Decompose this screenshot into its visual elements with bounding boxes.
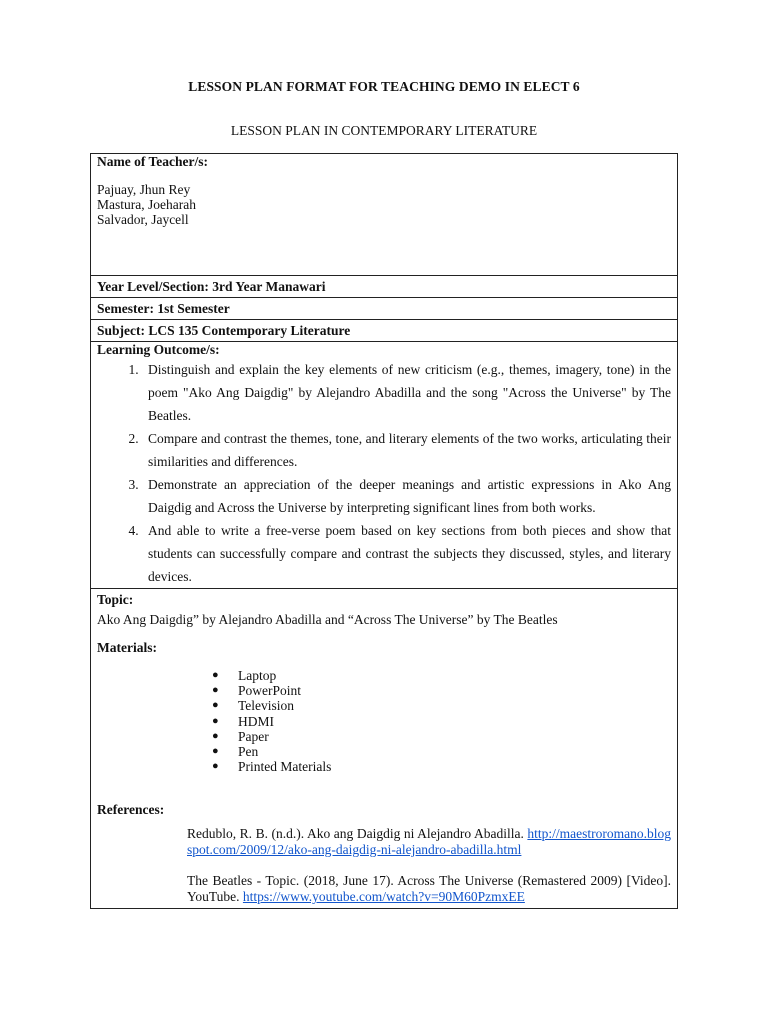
learning-outcome-item: 3. Demonstrate an appreciation of the deeper meanings and artistic expressions in Ako Ang Daigdig and Across the Universe by interpreting significant lines from both works. bbox=[142, 473, 671, 519]
reference-link[interactable]: https://www.youtube.com/watch?v=90M60PzmxEE bbox=[242, 888, 525, 904]
material-item: ● PowerPoint bbox=[212, 683, 671, 698]
learning-outcomes-list bbox=[97, 358, 671, 588]
reference-item bbox=[187, 873, 671, 904]
materials-list bbox=[97, 668, 671, 774]
teacher-row bbox=[91, 154, 678, 276]
material-item: ● Pen bbox=[212, 744, 671, 759]
material-item: ● HDMI bbox=[212, 714, 671, 729]
document-title: LESSON PLAN FORMAT FOR TEACHING DEMO IN ELECT 6 bbox=[188, 79, 580, 94]
topic-materials-row bbox=[91, 589, 678, 909]
learning-outcome-item: 1. Distinguish and explain the key elements of new criticism (e.g., themes, imagery, tone) in the poem "Ako Ang Daigdig" by Alejandro Abadilla and the song "Across the Universe" by The Beatles. bbox=[142, 358, 671, 427]
material-item: ● Paper bbox=[212, 729, 671, 744]
references-label: References: bbox=[97, 802, 165, 818]
teacher-name: Salvador, Jaycell bbox=[97, 212, 189, 227]
lesson-plan-table bbox=[90, 153, 678, 909]
material-item: ● Printed Materials bbox=[212, 759, 671, 774]
learning-outcome-item: 4. And able to write a free-verse poem based on key sections from both pieces and show that students can successfully compare and contrast the subjects they discussed, styles, and literary devices. bbox=[142, 519, 671, 588]
teacher-label: Name of Teacher/s: bbox=[97, 154, 208, 169]
year-level: Year Level/Section: 3rd Year Manawari bbox=[91, 276, 678, 298]
teacher-name: Mastura, Joeharah bbox=[97, 197, 196, 212]
year-level-row bbox=[91, 276, 678, 298]
teacher-name: Pajuay, Jhun Rey bbox=[97, 182, 191, 197]
teacher-names bbox=[97, 182, 671, 227]
material-item: ● Laptop bbox=[212, 668, 671, 683]
learning-outcomes-label: Learning Outcome/s: bbox=[97, 342, 220, 357]
reference-text: Redublo, R. B. (n.d.). Ako ang Daigdig ni Alejandro Abadilla. bbox=[187, 826, 528, 842]
reference-link[interactable]: http://maestroromano.blogspot.com/2009/12/ako-ang-daigdig-ni-alejandro-abadilla.html bbox=[187, 826, 671, 857]
subject: Subject: LCS 135 Contemporary Literature bbox=[91, 320, 678, 342]
reference-text: The Beatles - Topic. (2018, June 17). Across The Universe (Remastered 2009) [Video]. YouTube. bbox=[187, 873, 671, 904]
reference-item bbox=[187, 826, 671, 857]
subject-row bbox=[91, 320, 678, 342]
semester: Semester: 1st Semester bbox=[91, 298, 678, 320]
topic-label: Topic: bbox=[97, 592, 134, 607]
materials-label: Materials: bbox=[97, 640, 157, 655]
semester-row bbox=[91, 298, 678, 320]
learning-outcome-item: 2. Compare and contrast the themes, tone, and literary elements of the two works, articulating their similarities and differences. bbox=[142, 427, 671, 473]
material-item: ● Television bbox=[212, 698, 671, 713]
topic-text: Ako Ang Daigdig” by Alejandro Abadilla and “Across The Universe” by The Beatles bbox=[97, 612, 558, 627]
learning-outcomes-row bbox=[91, 342, 678, 589]
document-subtitle: LESSON PLAN IN CONTEMPORARY LITERATURE bbox=[230, 123, 538, 138]
